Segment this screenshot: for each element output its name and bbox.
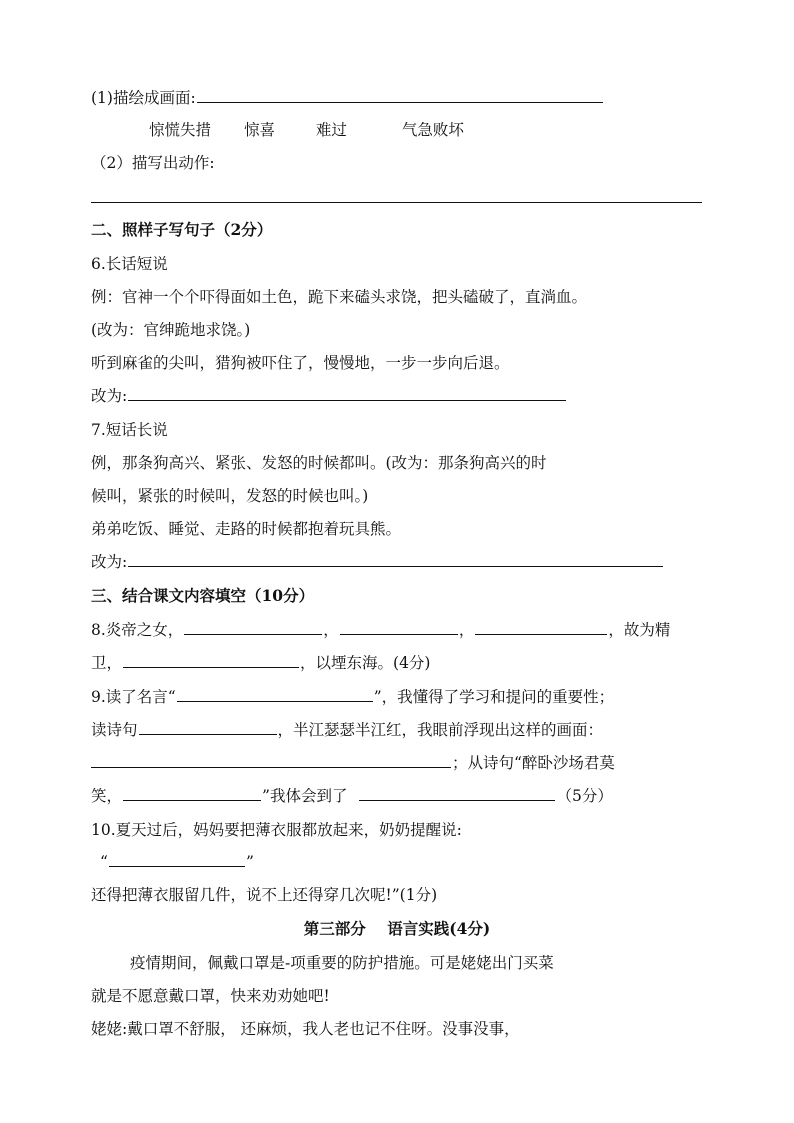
q8-line2-end: ，以堙东海。(4分) <box>300 654 431 672</box>
comma: ， <box>323 621 339 639</box>
answer-blank[interactable] <box>340 620 458 635</box>
answer-blank[interactable] <box>109 852 245 867</box>
word-3: 难过 <box>315 121 347 139</box>
q10-line-2 <box>100 852 254 872</box>
word-2: 惊喜 <box>243 121 275 139</box>
answer-blank[interactable] <box>197 88 603 103</box>
q9-start: 9.读了名言“ <box>91 688 176 706</box>
q9-line-4 <box>91 786 613 806</box>
q9-l4-start: 笑， <box>91 787 123 805</box>
q10-line-1: 10.夏天过后，妈妈要把薄衣服都放起来，奶奶提醒说: <box>91 821 462 839</box>
q9-l4-mid: ”我体会到了 <box>262 787 348 805</box>
q7-example-1: 例，那条狗高兴、紧张、发怒的时候都叫。(改为：那条狗高兴的时 <box>91 454 547 472</box>
answer-blank[interactable] <box>475 620 607 635</box>
q9-line-1 <box>91 687 614 707</box>
q10-line-3: 还得把薄衣服留几件，说不上还得穿几次呢!”(1分) <box>91 886 438 904</box>
word-1: 惊慌失措 <box>149 121 212 139</box>
answer-blank[interactable] <box>123 786 261 801</box>
answer-blank[interactable] <box>128 552 663 567</box>
word-4: 气急败坏 <box>401 121 464 139</box>
q9-line-3 <box>91 753 615 773</box>
q8-end: ，故为精 <box>608 621 671 639</box>
q8-line2-start: 卫， <box>91 654 123 672</box>
answer-blank[interactable] <box>91 753 451 768</box>
q9-l2-end: ，半江瑟瑟半江红，我眼前浮现出这样的画面： <box>277 721 604 739</box>
q6-example-alt: (改为：官绅跪地求饶。) <box>91 321 251 339</box>
q7-title: 7.短话长说 <box>91 421 168 439</box>
q1-describe-label: (1)描绘成画面: <box>91 89 196 107</box>
q9-l2-start: 读诗句 <box>91 721 138 739</box>
q7-answer-line <box>91 552 664 572</box>
part-3-paragraph-2: 就是不愿意戴口罩，快来劝劝她吧! <box>91 987 330 1005</box>
part-3-paragraph-3: 姥姥:戴口罩不舒服， 还麻烦，我人老也记不住呀。没事没事， <box>91 1020 520 1038</box>
change-label: 改为: <box>91 387 128 405</box>
answer-blank[interactable] <box>184 620 322 635</box>
comma: ， <box>458 621 475 639</box>
section-2-heading: 二、照样子写句子（2分） <box>91 220 273 239</box>
change-label: 改为: <box>91 553 128 571</box>
answer-blank[interactable] <box>177 687 373 702</box>
q8-start: 8.炎帝之女， <box>91 621 184 639</box>
answer-blank[interactable] <box>123 653 299 668</box>
q9-l4-end: （5分） <box>556 787 613 805</box>
q8-line-2 <box>91 653 430 673</box>
q2-action-label: （2）描写出动作: <box>91 154 215 172</box>
q1-word-list <box>149 120 464 140</box>
part-3-heading: 第三部分 语言实践(4分) <box>303 919 491 938</box>
q6-answer-line <box>91 386 567 406</box>
open-quote: “ <box>100 853 108 871</box>
close-quote: ” <box>245 853 254 871</box>
part-3-paragraph-1: 疫情期间，佩戴口罩是-项重要的防护措施。可是姥姥出门买菜 <box>130 954 554 972</box>
section-3-heading: 三、结合课文内容填空（10分） <box>91 586 315 605</box>
answer-blank[interactable] <box>128 386 566 401</box>
q9-l3-end: ；从诗句“醉卧沙场君莫 <box>452 754 615 772</box>
q6-example: 例：官神一个个吓得面如土色，跪下来磕头求饶，把头磕破了，直淌血。 <box>91 288 588 306</box>
q6-title: 6.长话短说 <box>91 255 168 273</box>
q6-prompt: 听到麻雀的尖叫，猎狗被吓住了，慢慢地，一步一步向后退。 <box>91 354 510 372</box>
q1-describe-line <box>91 88 604 108</box>
q9-mid: ”，我懂得了学习和提问的重要性； <box>373 688 615 706</box>
q9-line-2 <box>91 720 603 740</box>
q7-example-2: 候叫，紧张的时候叫，发怒的时候也叫。) <box>91 487 369 505</box>
answer-blank[interactable] <box>359 786 555 801</box>
q7-prompt: 弟弟吃饭、睡觉、走路的时候都抱着玩具熊。 <box>91 520 402 538</box>
answer-blank[interactable] <box>139 720 277 735</box>
answer-line[interactable] <box>91 202 702 203</box>
q8-line-1 <box>91 620 670 640</box>
